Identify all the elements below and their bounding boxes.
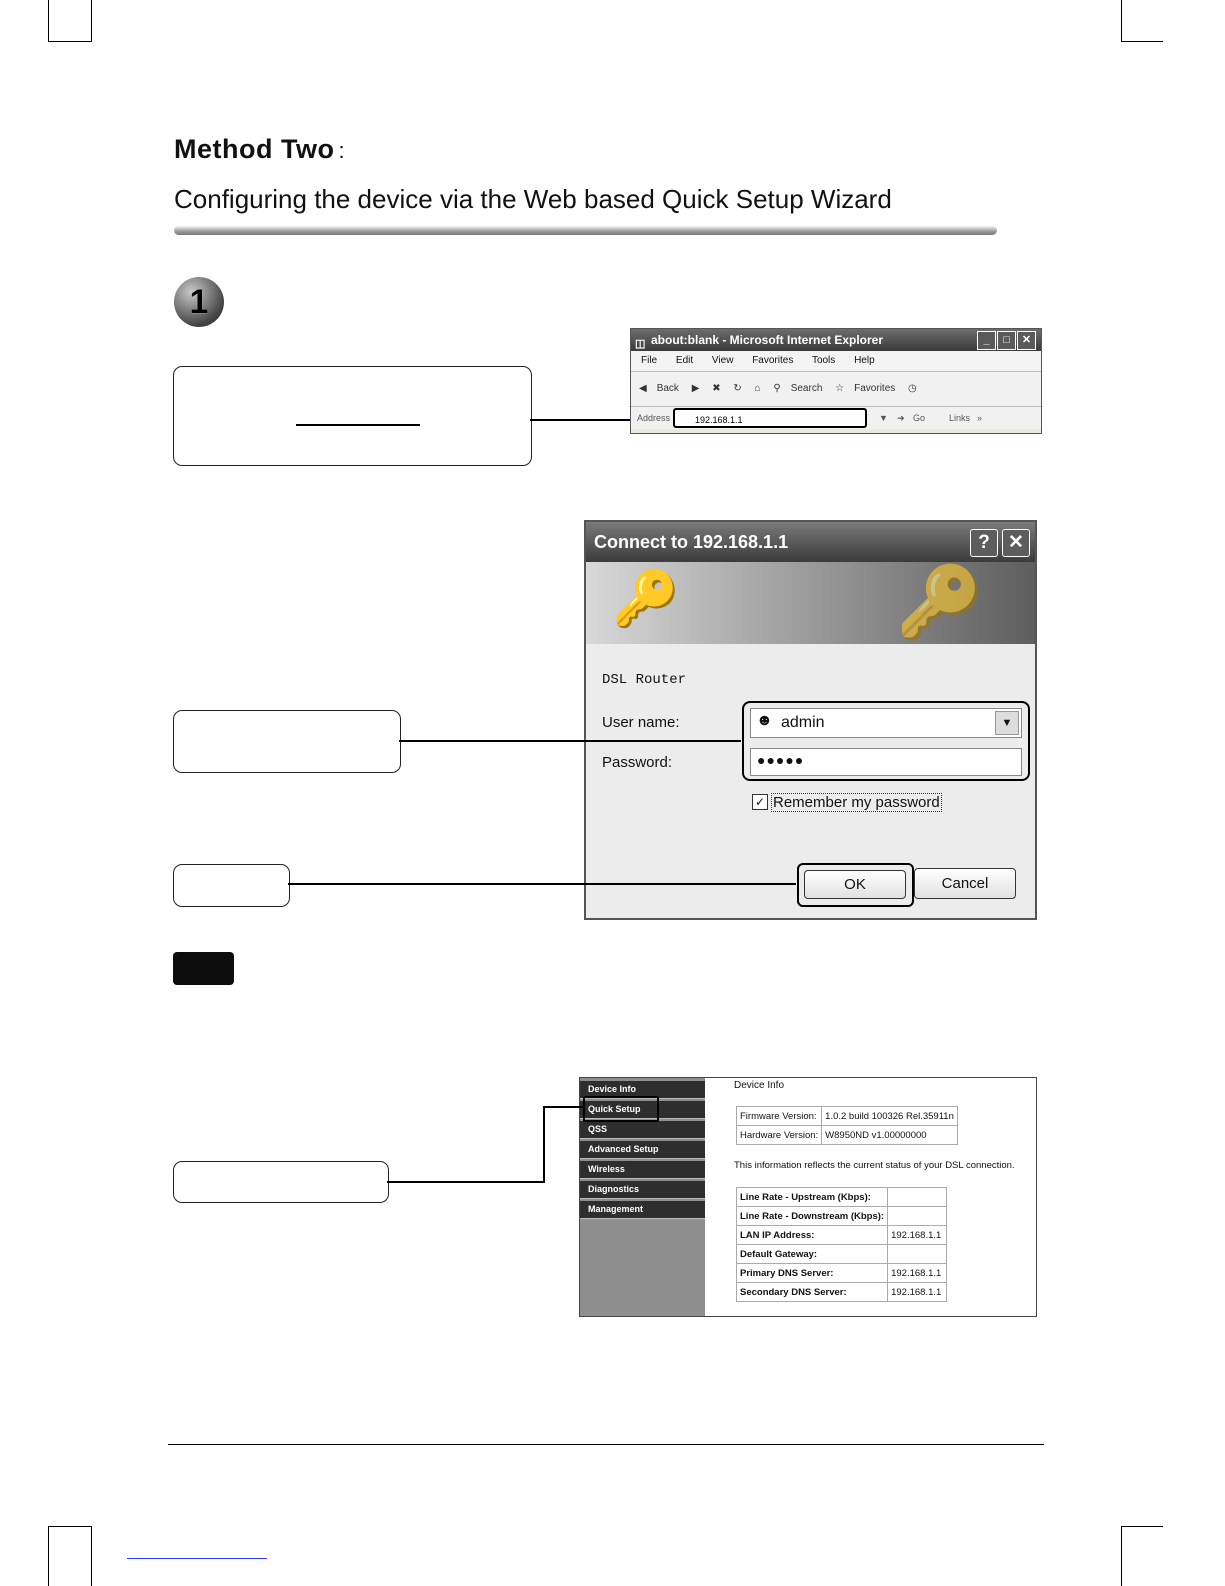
menu-tools[interactable]: Tools [811, 355, 836, 366]
table-row [737, 1283, 947, 1302]
table-row [737, 1207, 947, 1226]
callout-box-credentials [173, 710, 401, 773]
ok-button[interactable]: OK [804, 870, 906, 899]
table-row [737, 1226, 947, 1245]
cancel-button[interactable]: Cancel [914, 868, 1016, 899]
status-label: LAN IP Address: [737, 1226, 888, 1245]
hardware-label: Hardware Version: [737, 1126, 822, 1145]
refresh-icon[interactable]: ↻ [733, 383, 742, 394]
history-icon[interactable]: ◷ [908, 383, 917, 394]
username-value: admin [781, 714, 825, 731]
status-value: 192.168.1.1 [888, 1283, 947, 1302]
callout-box-quick-setup [173, 1161, 389, 1203]
status-label: Default Gateway: [737, 1245, 888, 1264]
close-icon[interactable]: ✕ [1017, 331, 1036, 350]
footer-rule [168, 1444, 1044, 1445]
status-label: Primary DNS Server: [737, 1264, 888, 1283]
crop-mark-top-right [1121, 0, 1163, 42]
minimize-icon[interactable]: _ [977, 331, 996, 350]
status-value [888, 1207, 947, 1226]
search-button-label[interactable]: Search [790, 383, 823, 394]
links-label[interactable]: Links [949, 413, 971, 423]
section-subtitle: Configuring the device via the Web based Quick Setup Wizard [174, 184, 892, 214]
favorites-button-label[interactable]: Favorites [854, 383, 896, 394]
home-icon[interactable]: ⌂ [754, 383, 761, 394]
firmware-label: Firmware Version: [737, 1107, 822, 1126]
address-input[interactable]: 192.168.1.1 [673, 408, 867, 428]
status-label: Secondary DNS Server: [737, 1283, 888, 1302]
browser-menu-bar [631, 351, 1041, 372]
username-label: User name: [602, 714, 680, 731]
remember-checkbox[interactable]: ✓ [752, 794, 768, 810]
note-label-tag [173, 952, 234, 985]
step-number: 1 [189, 283, 209, 321]
quick-setup-highlight [583, 1096, 659, 1122]
table-row [737, 1188, 947, 1207]
hardware-value: W8950ND v1.00000000 [822, 1126, 958, 1145]
router-page-title: Device Info [734, 1080, 785, 1091]
router-web-page [579, 1077, 1037, 1317]
menu-help[interactable]: Help [854, 355, 875, 366]
table-row [737, 1107, 958, 1126]
sidebar-item-device-info[interactable]: Device Info [580, 1081, 705, 1099]
method-title: Method Two [174, 134, 335, 164]
user-icon: ☻ [756, 712, 773, 729]
browser-window [630, 328, 1042, 434]
table-row [737, 1245, 947, 1264]
sidebar-item-advanced-setup[interactable]: Advanced Setup [580, 1141, 705, 1159]
connector-line-credentials [399, 740, 741, 742]
section-heading [174, 134, 345, 165]
dialog-banner [586, 562, 1035, 644]
keys-watermark-icon: 🔑 [896, 563, 984, 641]
status-label: Line Rate - Upstream (Kbps): [737, 1188, 888, 1207]
password-field[interactable] [750, 748, 1022, 776]
realm-text: DSL Router [602, 672, 687, 688]
status-value [888, 1245, 947, 1264]
remember-label[interactable]: Remember my password [773, 794, 940, 811]
menu-edit[interactable]: Edit [675, 355, 694, 366]
close-icon[interactable]: ✕ [1002, 529, 1030, 557]
callout-box-address [173, 366, 532, 466]
address-label: Address [637, 413, 671, 423]
crop-mark-top-left [48, 0, 92, 42]
table-row [737, 1126, 958, 1145]
sidebar-item-quick-setup[interactable]: Quick Setup [580, 1101, 705, 1119]
dialog-title: Connect to 192.168.1.1 [594, 532, 789, 552]
sidebar-item-wireless[interactable]: Wireless [580, 1161, 705, 1179]
menu-view[interactable]: View [711, 355, 734, 366]
back-icon[interactable]: ◀ [639, 383, 647, 394]
sidebar-item-diagnostics[interactable]: Diagnostics [580, 1181, 705, 1199]
address-bar-row [631, 407, 1041, 429]
browser-title-bar [631, 329, 1041, 351]
step-number-badge [174, 277, 224, 327]
heading-divider [174, 226, 997, 235]
maximize-icon[interactable]: □ [997, 331, 1016, 350]
sidebar-item-management[interactable]: Management [580, 1201, 705, 1219]
connector-line-quick-setup-h2 [543, 1106, 583, 1108]
browser-toolbar [631, 372, 1041, 407]
search-icon[interactable]: ⚲ [773, 383, 781, 394]
method-colon: : [338, 138, 346, 163]
sidebar-item-qss[interactable]: QSS [580, 1121, 705, 1139]
password-value: ●●●●● [757, 752, 805, 768]
crop-mark-bottom-left [48, 1526, 92, 1586]
browser-title: about:blank - Microsoft Internet Explorer [651, 333, 884, 347]
status-value [888, 1188, 947, 1207]
stop-icon[interactable]: ✖ [712, 383, 721, 394]
ie-icon: ◫ [635, 338, 646, 350]
back-button-label[interactable]: Back [656, 383, 679, 394]
menu-favorites[interactable]: Favorites [752, 355, 794, 366]
address-dropdown-icon[interactable]: ▼ [879, 413, 888, 423]
connector-line-ok [288, 883, 796, 885]
status-value: 192.168.1.1 [888, 1226, 947, 1245]
keys-icon: 🔑 [612, 569, 680, 629]
status-label: Line Rate - Downstream (Kbps): [737, 1207, 888, 1226]
login-dialog [584, 520, 1037, 920]
dialog-title-bar [586, 522, 1035, 562]
chevron-right-icon[interactable]: » [977, 413, 983, 423]
blank-underline [296, 424, 420, 426]
forward-icon[interactable]: ▶ [691, 383, 700, 394]
router-main-panel [706, 1078, 1036, 1316]
firmware-value: 1.0.2 build 100326 Rel.35911n [822, 1107, 958, 1126]
footer-link-underline [127, 1558, 267, 1559]
chevron-down-icon[interactable]: ▼ [995, 711, 1019, 735]
go-button-label[interactable]: Go [913, 413, 926, 423]
status-note: This information reflects the current status of your DSL connection. [734, 1160, 1015, 1171]
callout-box-ok [173, 864, 290, 907]
version-table [736, 1106, 958, 1145]
connector-line-quick-setup-h1 [387, 1181, 545, 1183]
status-table [736, 1187, 947, 1302]
crop-mark-bottom-right [1121, 1526, 1163, 1586]
help-icon[interactable]: ? [970, 529, 998, 557]
table-row [737, 1264, 947, 1283]
favorites-icon[interactable]: ☆ [835, 383, 845, 394]
go-icon[interactable]: ➜ [897, 413, 905, 423]
connector-line-quick-setup-v [543, 1106, 545, 1183]
status-value: 192.168.1.1 [888, 1264, 947, 1283]
username-combobox[interactable] [750, 708, 1022, 738]
menu-file[interactable]: File [641, 355, 658, 366]
dialog-body [586, 644, 1035, 920]
password-label: Password: [602, 754, 673, 771]
